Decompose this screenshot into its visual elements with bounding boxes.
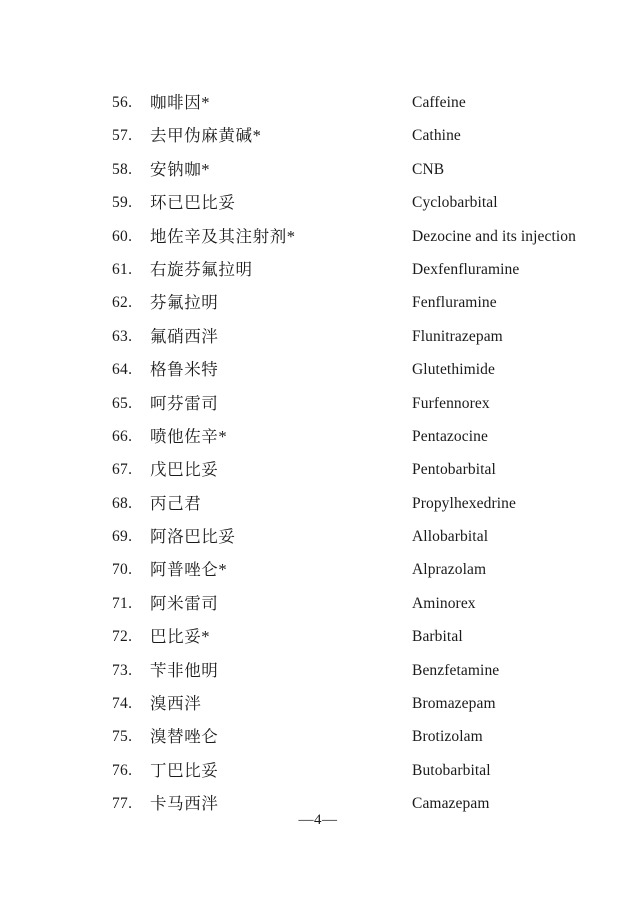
entry-name-english: Allobarbital [412, 528, 489, 546]
entry-name-chinese: 阿普唑仑* [150, 560, 228, 580]
entry-name-english: Barbital [412, 628, 463, 646]
entry-name-chinese: 阿米雷司 [150, 593, 219, 613]
entry-name-english: Camazepam [412, 795, 490, 813]
entry-index: 58. [112, 160, 133, 178]
entry-name-english: Benzfetamine [412, 661, 500, 679]
substance-entry-row [0, 553, 636, 586]
entry-name-chinese: 右旋芬氟拉明 [150, 259, 253, 279]
entry-index: 57. [112, 127, 133, 145]
substance-entry-row [0, 654, 636, 687]
entry-index: 59. [112, 194, 133, 212]
entry-name-english: Glutethimide [412, 361, 495, 379]
entry-index: 76. [112, 761, 133, 779]
entry-name-english: Aminorex [412, 594, 476, 612]
entry-index: 75. [112, 728, 133, 746]
substance-entry-list [0, 86, 636, 821]
entry-index: 73. [112, 661, 133, 679]
entry-name-chinese: 溴替唑仑 [150, 727, 219, 747]
entry-name-english: Propylhexedrine [412, 494, 516, 512]
entry-name-english: Caffeine [412, 94, 466, 111]
entry-name-chinese: 巴比妥* [150, 627, 211, 647]
substance-entry-row [0, 253, 636, 286]
substance-entry-row [0, 620, 636, 653]
entry-name-english: CNB [412, 160, 445, 178]
entry-name-chinese: 芬氟拉明 [150, 293, 219, 313]
page-number-footer: —4— [298, 812, 338, 828]
entry-name-english: Cathine [412, 127, 461, 145]
entry-name-chinese: 格鲁米特 [150, 360, 219, 380]
substance-entry-row [0, 186, 636, 219]
entry-name-english: Flunitrazepam [412, 327, 503, 345]
entry-name-chinese: 卡马西泮 [150, 794, 219, 814]
entry-name-english: Fenfluramine [412, 294, 497, 312]
entry-index: 63. [112, 327, 133, 345]
substance-entry-row [0, 487, 636, 520]
entry-name-english: Dezocine and its injection [412, 227, 577, 245]
substance-entry-row [0, 119, 636, 152]
entry-name-chinese: 喷他佐辛* [150, 426, 228, 446]
substance-entry-row [0, 220, 636, 253]
substance-entry-row [0, 687, 636, 720]
entry-index: 56. [112, 94, 133, 111]
entry-index: 74. [112, 695, 133, 713]
entry-name-chinese: 环已巴比妥 [150, 193, 236, 213]
entry-name-english: Dexfenfluramine [412, 260, 520, 278]
entry-name-chinese: 呵芬雷司 [150, 393, 219, 413]
entry-index: 72. [112, 628, 133, 646]
entry-index: 65. [112, 394, 133, 412]
entry-name-chinese: 咖啡因* [150, 93, 211, 112]
entry-index: 68. [112, 494, 133, 512]
entry-name-english: Pentobarbital [412, 461, 496, 479]
entry-index: 67. [112, 461, 133, 479]
entry-name-chinese: 苄非他明 [150, 660, 219, 680]
substance-entry-row [0, 320, 636, 353]
entry-index: 77. [112, 795, 133, 813]
entry-index: 70. [112, 561, 133, 579]
entry-name-english: Bromazepam [412, 695, 496, 713]
substance-entry-row [0, 587, 636, 620]
entry-index: 60. [112, 227, 133, 245]
entry-name-chinese: 阿洛巴比妥 [150, 527, 236, 547]
entry-name-chinese: 地佐辛及其注射剂* [150, 226, 296, 246]
entry-name-english: Cyclobarbital [412, 194, 498, 212]
entry-name-english: Pentazocine [412, 427, 488, 445]
substance-entry-row [0, 754, 636, 787]
entry-index: 71. [112, 594, 133, 612]
substance-entry-row [0, 387, 636, 420]
entry-index: 61. [112, 260, 133, 278]
entry-name-chinese: 丁巴比妥 [150, 760, 219, 780]
entry-name-chinese: 丙己君 [150, 493, 202, 513]
entry-name-english: Brotizolam [412, 728, 483, 746]
entry-name-chinese: 安钠咖* [150, 159, 211, 179]
entry-name-english: Alprazolam [412, 561, 487, 579]
entry-name-chinese: 溴西泮 [150, 694, 202, 714]
substance-entry-row [0, 286, 636, 319]
entry-name-english: Furfennorex [412, 394, 490, 412]
substance-entry-row [0, 153, 636, 186]
substance-entry-row [0, 453, 636, 486]
entry-name-chinese: 去甲伪麻黄碱* [150, 126, 262, 146]
substance-entry-row [0, 520, 636, 553]
entry-index: 69. [112, 528, 133, 546]
substance-entry-row [0, 86, 636, 119]
substance-entry-row [0, 353, 636, 386]
entry-index: 62. [112, 294, 133, 312]
entry-index: 66. [112, 427, 133, 445]
entry-name-chinese: 戊巴比妥 [150, 460, 219, 480]
entry-name-english: Butobarbital [412, 761, 491, 779]
substance-entry-row [0, 420, 636, 453]
entry-index: 64. [112, 361, 133, 379]
entry-name-chinese: 氟硝西泮 [150, 326, 219, 346]
substance-entry-row [0, 720, 636, 753]
